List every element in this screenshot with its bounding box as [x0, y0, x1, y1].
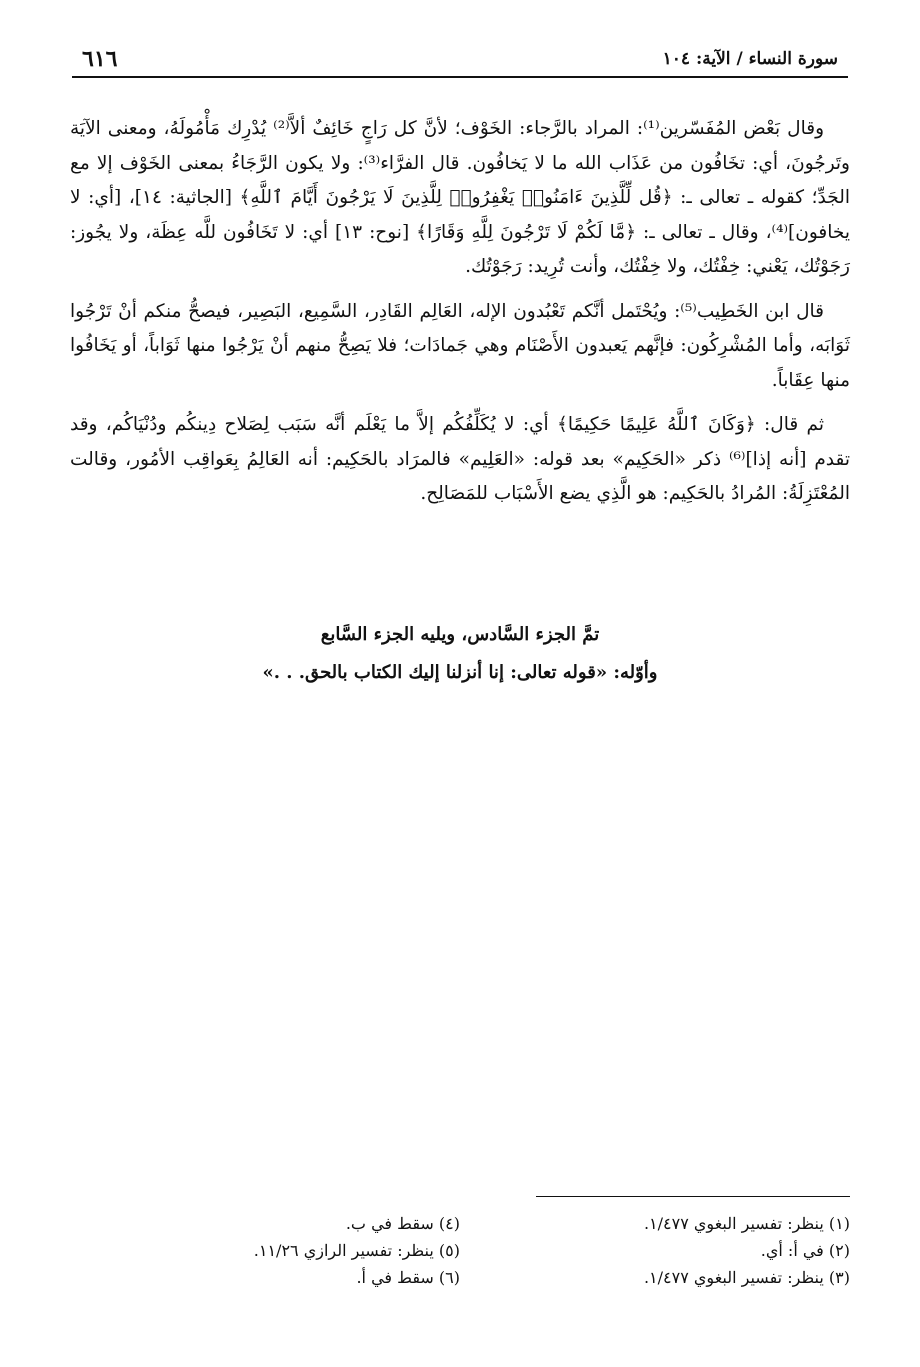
footnote-3: (٣) ينظر: تفسير البغوي ١/٤٧٧.	[643, 1268, 850, 1287]
footnote-2: (٢) في أ: أي.	[760, 1241, 850, 1260]
footnotes-right-column	[460, 1210, 850, 1291]
footnote-4: (٤) سقط في ب.	[345, 1214, 460, 1233]
footnote-1: (١) ينظر: تفسير البغوي ١/٤٧٧.	[643, 1214, 850, 1233]
footnote-divider	[536, 1196, 850, 1197]
page-header	[72, 42, 848, 78]
volume-end-line-2: وأوّله: «قوله تعالى: إنا أنزلنا إليك الكتاب بالحق. . .»	[262, 662, 658, 683]
paragraph-2: قال ابن الخَطِيب⁽⁵⁾: ويُحْتَمل أنَّكم تَعْبُدون الإله، العَالِم القَادِر، السَّمِيع، البَصِير، فيصحُّ منكم أنْ تَرْجُوا ثَوَابَه، وأما المُشْرِكُون: فإنَّهم يَعبدون الأَصْنَام وهي جَمادَات؛ فلا يَصِحُّ منهم أنْ يَرْجُوا منها ثَوَاباً، أو يَخَافُوا منها عِقَاباً.	[70, 300, 850, 391]
surah-info: سورة النساء / الآية: ١٠٤	[662, 49, 838, 69]
footnotes-left-column	[70, 1210, 460, 1291]
main-text	[70, 112, 850, 516]
footnote-5: (٥) ينظر: تفسير الرازي ١١/٢٦.	[253, 1241, 460, 1260]
page-number: ٦١٦	[82, 46, 118, 72]
paragraph-1: وقال بَعْض المُفَسّرين⁽¹⁾: المراد بالرَّجاء: الخَوْف؛ لأنَّ كل رَاجٍ خَائِفٌ ألاَّ⁽²⁾ يُدْرِك مَأْمُولَهُ، ومعنى الآيَة وتَرجُونَ، أي: تخَافُون من عَذَاب الله ما لا يَخافُون. قال الفرَّاء⁽³⁾: ولا يكون الرَّجَاءُ بمعنى الخَوْف إلا مع الجَدِّ؛ كقوله ـ تعالى ـ: ﴿قُل لِّلَّذِينَ ءَامَنُوا۟ يَغْفِرُوا۟ لِلَّذِينَ لَا يَرْجُونَ أَيَّامَ ٱللَّهِ﴾ [الجاثية: ١٤]، [أي: لا يخافون]⁽⁴⁾، وقال ـ تعالى ـ: ﴿مَّا لَكُمْ لَا تَرْجُونَ لِلَّهِ وَقَارًا﴾ [نوح: ١٣] أي: لا تَخَافُون للَّه عِظَة، ولا يجُوز: رَجَوْتُك، يَعْني: خِفْتُك، ولا خِفْتُك، وأنت تُرِيد: رَجَوْتُك.	[70, 118, 850, 277]
paragraph-3: ثم قال: ﴿وَكَانَ ٱللَّهُ عَلِيمًا حَكِيمًا﴾ أي: لا يُكَلِّفُكُم إلاَّ ما يَعْلَم أنَّه سَبَب لِصَلاح دِينكُم ودُنْيَاكُم، وقد تقدم [أنه إذا]⁽⁶⁾ ذكر «الحَكِيم» بعد قوله: «العَلِيم» فالمرَاد بالحَكِيم: أنه العَالِمُ بِعَواقِب الأمُور، وقالت المُعْتَزِلَةُ: المُرادُ بالحَكِيم: هو الَّذِي يضع الأَسْبَاب للمَصَالِح.	[70, 414, 851, 504]
footnote-6: (٦) سقط في أ.	[356, 1268, 460, 1287]
footnotes	[70, 1210, 850, 1291]
volume-end-note	[0, 616, 920, 692]
volume-end-line-1: تمَّ الجزء السَّادس، ويليه الجزء السَّابع	[320, 624, 600, 645]
